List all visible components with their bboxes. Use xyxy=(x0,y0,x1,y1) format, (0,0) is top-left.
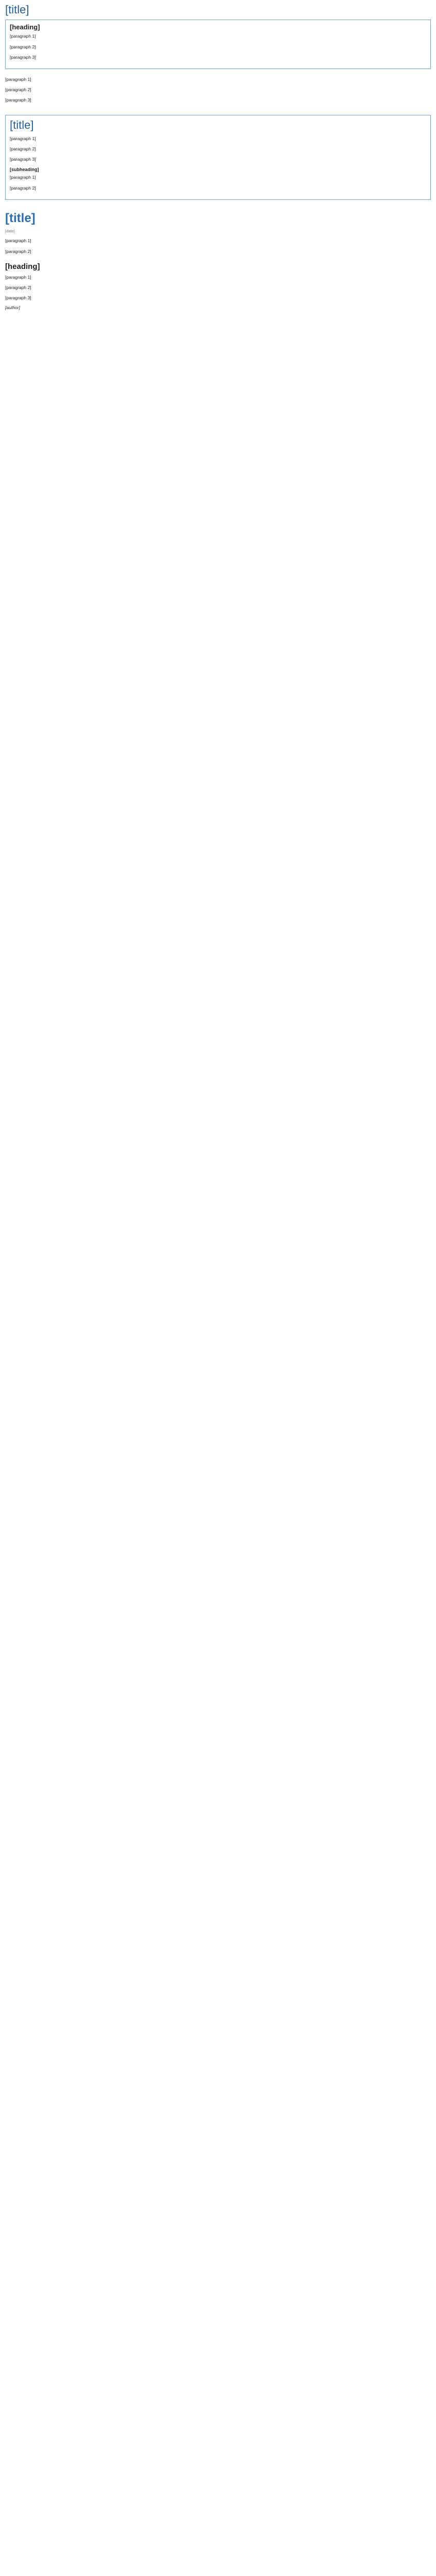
section-heading: [heading] xyxy=(5,262,40,271)
article-global-crises xyxy=(5,115,431,199)
paragraph: [paragraph 3] xyxy=(10,157,36,162)
article-date: [date] xyxy=(5,229,15,234)
paragraph: [paragraph 2] xyxy=(5,284,31,290)
article-body xyxy=(5,76,431,104)
article-body xyxy=(10,135,426,192)
sub-heading: [subheading] xyxy=(10,167,39,173)
article-title: [title] xyxy=(5,211,36,225)
paragraph: [paragraph 1] xyxy=(10,33,36,39)
framed-heading: [heading] xyxy=(10,23,40,31)
paragraph: [paragraph 1] xyxy=(10,135,36,141)
article-causes xyxy=(5,3,431,104)
page xyxy=(0,0,436,337)
paragraph: [paragraph 3] xyxy=(5,295,31,301)
paragraph: [paragraph 3] xyxy=(5,97,31,103)
article-title: [title] xyxy=(5,3,29,16)
article-lead xyxy=(5,238,431,255)
paragraph: [paragraph 1] xyxy=(5,274,31,280)
paragraph: [paragraph 2] xyxy=(10,44,36,49)
framed-body xyxy=(10,33,426,61)
article-impact-on-ukraine xyxy=(5,211,431,311)
article-body xyxy=(5,274,431,302)
paragraph: [paragraph 1] xyxy=(5,76,31,82)
paragraph: [paragraph 2] xyxy=(5,248,31,254)
paragraph: [paragraph 1] xyxy=(5,238,31,244)
article-title: [title] xyxy=(10,118,34,132)
paragraph: [paragraph 3] xyxy=(10,54,36,60)
framed-block xyxy=(5,115,431,199)
paragraph: [paragraph 1] xyxy=(10,175,36,180)
author-signature: [author] xyxy=(5,305,20,311)
paragraph: [paragraph 2] xyxy=(10,185,36,191)
framed-block xyxy=(5,20,431,69)
paragraph: [paragraph 2] xyxy=(5,87,31,93)
paragraph: [paragraph 2] xyxy=(10,146,36,151)
